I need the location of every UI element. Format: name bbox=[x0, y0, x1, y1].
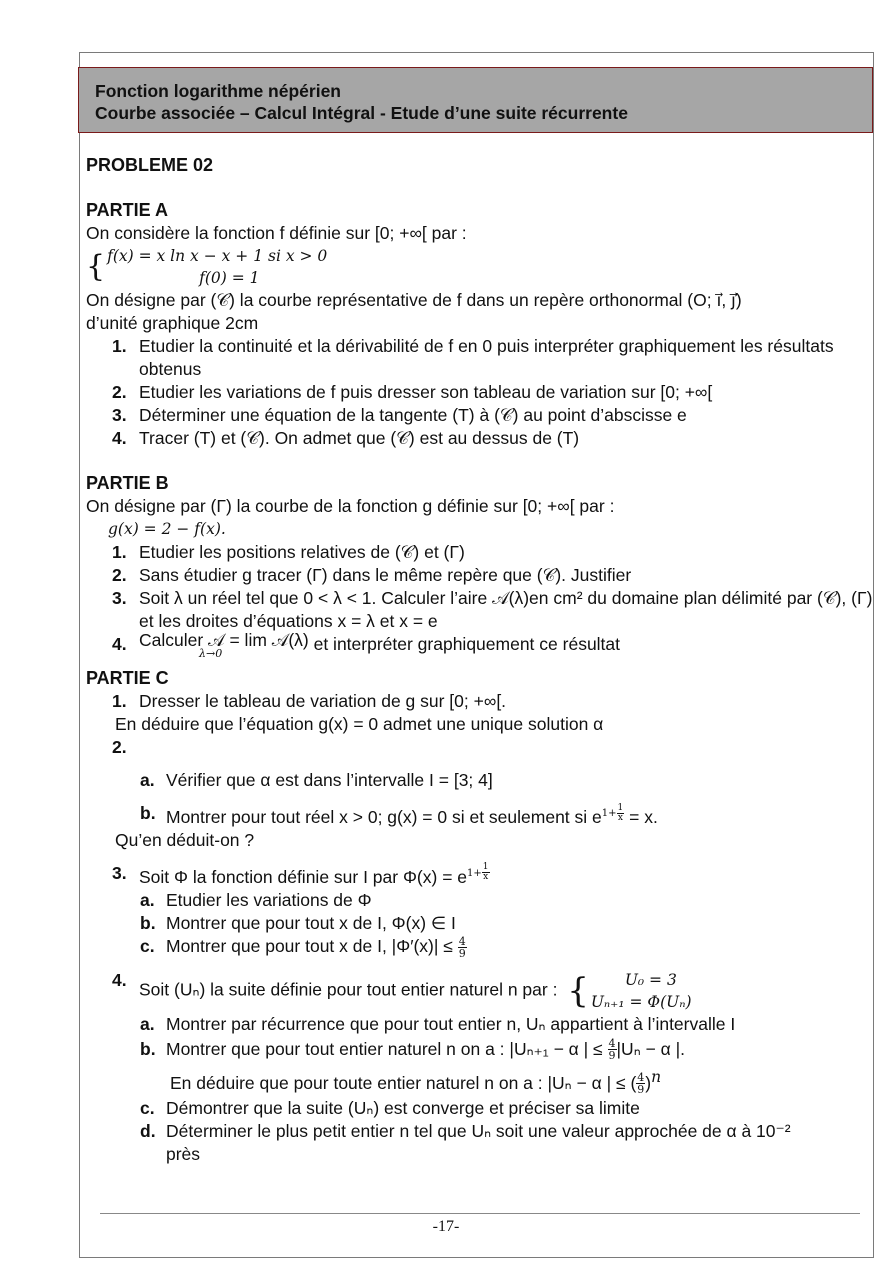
partC-item-4: 4. Soit (Uₙ) la suite définie pour tout entier naturel n par : { U₀ = 3 Uₙ₊₁ = Φ(Uₙ) bbox=[112, 969, 692, 1011]
partC-item-3c: c. Montrer que pour tout x de I, |Φ′(x)| ≤ $\frac{4}{9}$ bbox=[140, 934, 466, 960]
page-number: -17- bbox=[432, 1218, 460, 1235]
header-title-line1: Fonction logarithme népérien bbox=[95, 81, 341, 101]
partC-item-4b-line2: En déduire que pour toute entier naturel n on a : |Uₙ − α | ≤ ( $\frac{4}{9}$ )$^n$ bbox=[170, 1067, 662, 1097]
partC-item-3b: b. Montrer que pour tout x de I, Φ(x) ∈ I bbox=[140, 912, 456, 933]
partA-definition bbox=[86, 245, 876, 289]
header-title-line2: Courbe associée – Calcul Intégral - Etude d’une suite récurrente bbox=[95, 103, 628, 123]
sequence-recurrence: Uₙ₊₁ = Φ(Uₙ) bbox=[590, 992, 692, 1011]
partC-item-4b: b. Montrer que pour tout entier naturel n on a : |Uₙ₊₁ − α | ≤ $\frac{4}{9}$ |Uₙ − α |. bbox=[140, 1037, 686, 1063]
partC-item-1-line2: En déduire que l’équation g(x) = 0 admet une unique solution α bbox=[115, 714, 604, 734]
partC-item-2: 2. bbox=[112, 737, 127, 757]
limit-subscript: λ→0 bbox=[199, 647, 223, 660]
partB-item-4: 4. Calculer 𝒜 = lim 𝒜(λ) λ→0 et interpréter graphiquement ce résultat bbox=[112, 630, 621, 660]
partC-item-3a: a. Etudier les variations de Φ bbox=[140, 889, 372, 910]
partA-intro: On considère la fonction f définie sur [0; +∞[ par : bbox=[86, 223, 467, 243]
partA-item-3: 3. Déterminer une équation de la tangente (T) à (𝒞) au point d’abscisse e bbox=[112, 405, 687, 425]
def-line2: f(0) = 1 bbox=[199, 269, 260, 287]
partC-item-2b: b. Montrer pour tout réel x > 0; g(x) = 0 si et seulement si $e^{1+ \frac{1}{x}}$ = x. bbox=[140, 802, 658, 827]
partA-item-2: 2. Etudier les variations de f puis dresser son tableau de variation sur [0; +∞[ bbox=[112, 382, 713, 402]
header-banner bbox=[78, 67, 873, 133]
partA-item-1: 1. Etudier la continuité et la dérivabilité de f en 0 puis interpréter graphiquement les résultats obtenus bbox=[112, 336, 834, 379]
partA-curve-line2: d’unité graphique 2cm bbox=[86, 313, 259, 333]
partC-item-1: 1. Dresser le tableau de variation de g sur [0; +∞[. bbox=[112, 691, 507, 711]
partB-item-3: 3. Soit λ un réel tel que 0 < λ < 1. Calculer l’aire 𝒜(λ)en cm² du domaine plan délimité par (𝒞), (Γ) et les droites d’équations x = λ et x = e bbox=[112, 588, 873, 631]
partB-definition: g(x) = 2 − f(x). bbox=[108, 520, 226, 538]
partB-title: PARTIE B bbox=[86, 473, 169, 493]
partA-item-4: 4. Tracer (T) et (𝒞). On admet que (𝒞) est au dessus de (T) bbox=[112, 428, 580, 448]
partB-intro: On désigne par (Γ) la courbe de la fonction g définie sur [0; +∞[ par : bbox=[86, 496, 615, 516]
partC-item-3: 3. Soit Φ la fonction définie sur I par $\Phi(x) = e^{1+ \frac{1}{x}}$ bbox=[112, 862, 489, 887]
partC-item-4d: d. Déterminer le plus petit entier n tel que Uₙ soit une valeur approchée de α à 10⁻² bbox=[140, 1121, 791, 1142]
sequence-initial: U₀ = 3 bbox=[624, 970, 677, 989]
partA-curve-line1: On désigne par (𝒞) la courbe représentative de f dans un repère orthonormal (O; i⃗, j⃗) bbox=[86, 290, 742, 310]
brace-symbol: { bbox=[86, 249, 106, 284]
def-line1: f(x) = x ln x − x + 1 si x > 0 bbox=[107, 247, 328, 265]
partC-title: PARTIE C bbox=[86, 668, 169, 688]
partC-item-2-conclusion: Qu’en déduit-on ? bbox=[115, 829, 255, 850]
partB-item-2: 2. Sans étudier g tracer (Γ) dans le même repère que (𝒞). Justifier bbox=[112, 565, 632, 585]
partC-item-4c: c. Démontrer que la suite (Uₙ) est converge et préciser sa limite bbox=[140, 1098, 640, 1119]
footer-divider bbox=[100, 1213, 860, 1214]
partC-item-2a: a. Vérifier que α est dans l’intervalle I = [3; 4] bbox=[140, 770, 493, 790]
partC-item-4d-line2: près bbox=[166, 1144, 201, 1165]
problem-title: PROBLEME 02 bbox=[86, 155, 214, 175]
partB-item-1: 1. Etudier les positions relatives de (𝒞) et (Γ) bbox=[112, 542, 465, 562]
partC-item-4a: a. Montrer par récurrence que pour tout entier n, Uₙ appartient à l’intervalle I bbox=[140, 1013, 736, 1034]
partA-title: PARTIE A bbox=[86, 200, 169, 220]
document-body bbox=[86, 154, 876, 1166]
